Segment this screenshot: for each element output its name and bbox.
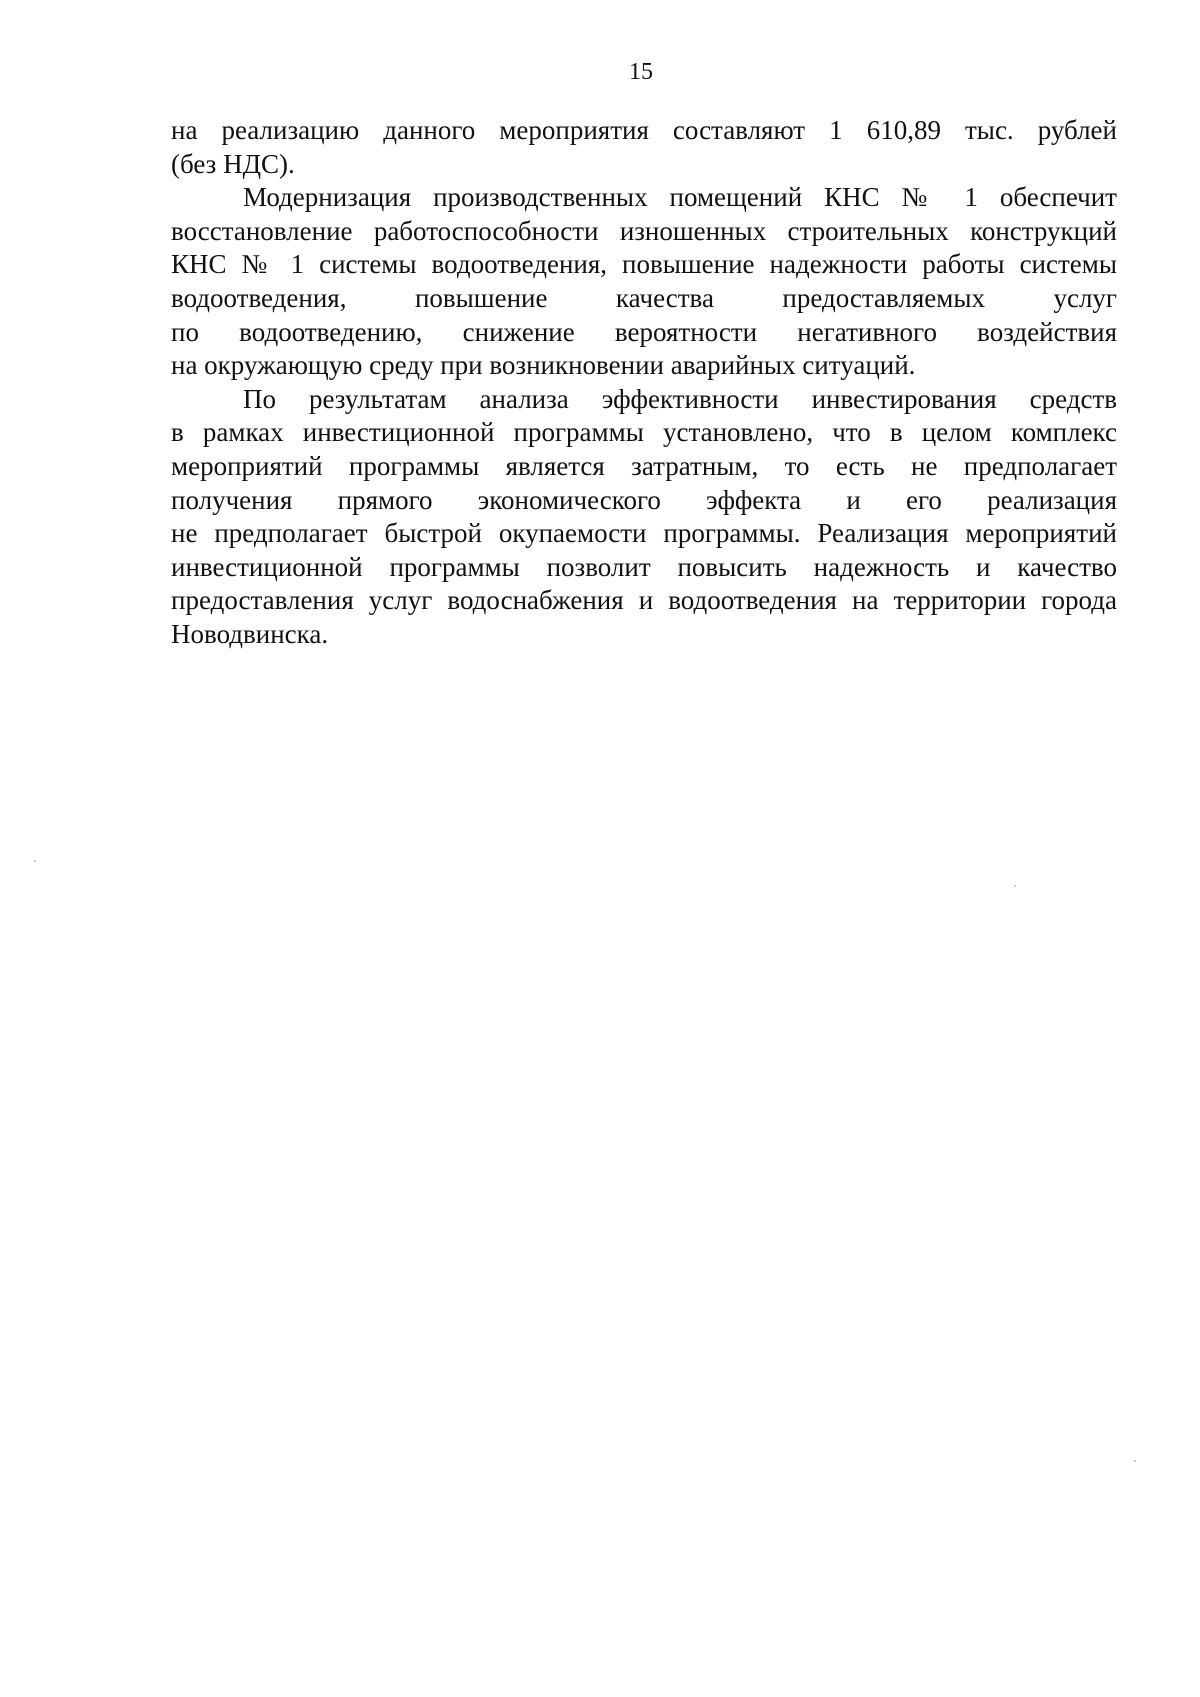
text-line: По результатам анализа эффективности инвестирования средств (243, 383, 1117, 414)
text-line: инвестиционной программы позволит повысить надежность и качество (171, 551, 1117, 582)
scan-speck (1014, 885, 1016, 887)
text-line: по водоотведению, снижение вероятности негативного воздействия (171, 316, 1117, 347)
text-line: получения прямого экономического эффекта и его реализация (171, 484, 1117, 515)
text-line: не предполагает быстрой окупаемости программы. Реализация мероприятий (171, 518, 1117, 549)
text-line: на окружающую среду при возникновении аварийных ситуаций. (171, 350, 916, 381)
text-line: предоставления услуг водоснабжения и водоотведения на территории города (171, 585, 1117, 616)
text-line: КНС № 1 системы водоотведения, повышение надежности работы системы (171, 249, 1117, 280)
page-number: 15 (629, 59, 653, 85)
text-line: в рамках инвестиционной программы установлено, что в целом комплекс (171, 417, 1117, 448)
scan-speck (1134, 1460, 1136, 1462)
text-line: водоотведения, повышение качества предоставляемых услуг (171, 282, 1117, 313)
paragraph-efficiency-analysis (171, 383, 1117, 652)
text-line: восстановление работоспособности изношенных строительных конструкций (171, 215, 1117, 246)
text-line: (без НДС). (171, 148, 295, 179)
scan-speck (34, 860, 36, 862)
document-body (171, 114, 1117, 652)
text-line: Новодвинска. (171, 618, 329, 649)
text-line: на реализацию данного мероприятия составляют 1 610,89 тыс. рублей (171, 115, 1117, 145)
text-line: мероприятий программы является затратным, то есть не предполагает (171, 450, 1117, 481)
paragraph-cost (171, 114, 1117, 181)
text-line: Модернизация производственных помещений КНС № 1 обеспечит (243, 182, 1117, 213)
paragraph-modernization (171, 181, 1117, 383)
